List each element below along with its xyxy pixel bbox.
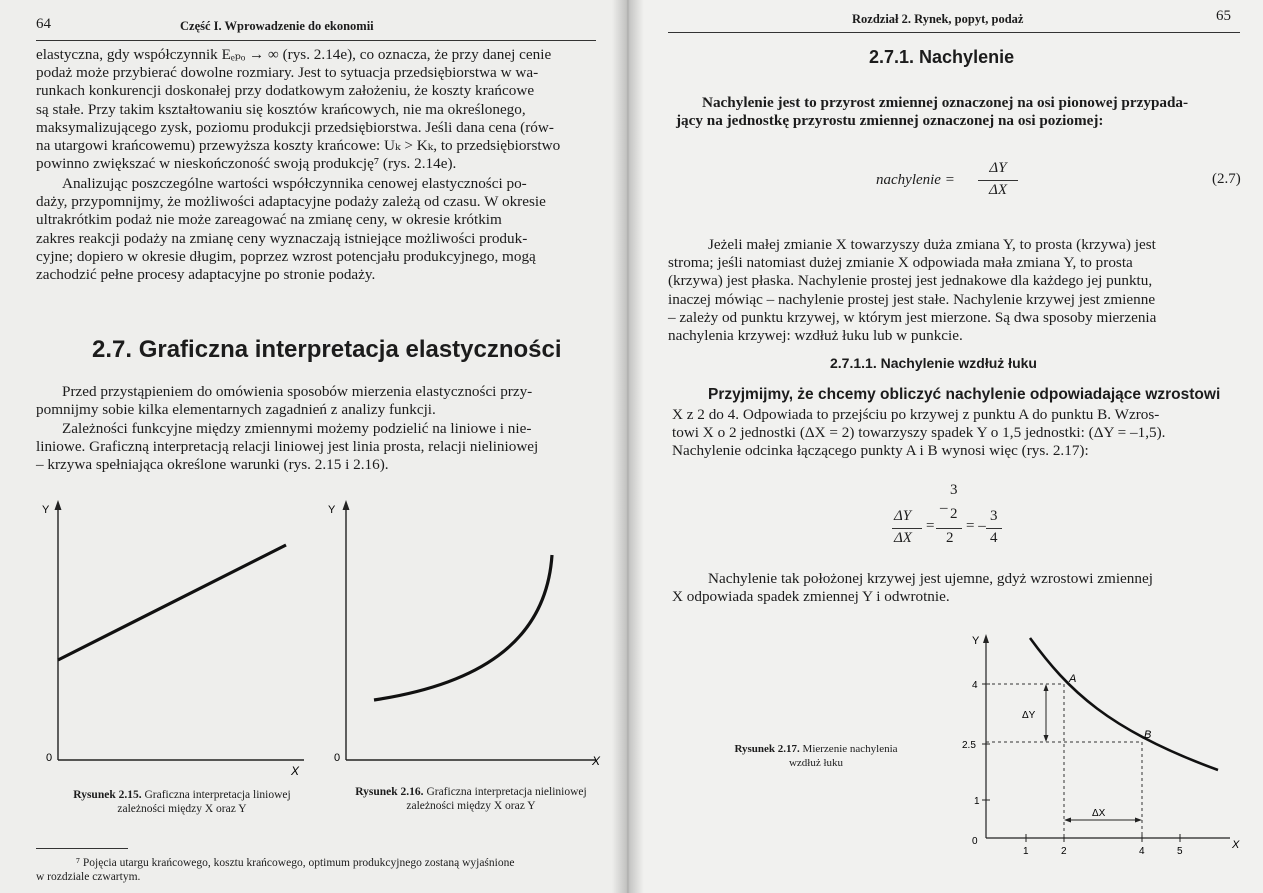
example-paragraph: [672, 406, 1240, 461]
rhs-denominator: 4: [990, 530, 998, 546]
text-line: ultrakrótkim podaż nie może zareagować na zmianę ceny, w okresie krótkim: [36, 211, 502, 229]
minus-sign: –: [940, 500, 948, 516]
text-line: zachodzić pełne procesy adaptacyjne po stronie podaży.: [36, 266, 376, 284]
text-line: elastyczna, gdy współczynnik Eₑₚₒ → ∞ (rys. 2.14e), co oznacza, że przy danej cenie: [36, 46, 552, 63]
right-page: Rozdział 2. Rynek, popyt, podaż 65 2.7.1. Nachylenie Nachylenie jest to przyrost zmiennej oznaczonej na osi pionowej przypada- jący na jednostkę przyrostu zmiennej oznaczonej na osi poziomej: nachylenie = ΔY ΔX (2.7) Jeżeli małej zmianie X towarzyszy duża zmiana Y, to prosta (krzywa) jest stroma; jeśli natomiast dużej zmianie X odpowiada mała zmiana Y, to prosta (krzywa) jest płaska. Nachylenie prostej jest jednakowe dla każdego jej punktu, inaczej mówiąc – nachylenie prostej jest stałe. Nachylenie krzywej jest zmienne – zależy od punktu krzywej, w którym jest mierzone. Są dwa sposoby mierzenia nachylenia krzywej: wzdłuż łuku lub w punkcie. 2.7.1.1. Nachylenie wzdłuż łuku Przyjmijmy, że chcemy obliczyć nachylenie odpowiadające wzrostowi X z 2 do 4. Odpowiada to przejściu po krzywej z punktu A do punktu B. Wzros- towi X o 2 jednostki (ΔX = 2) towarzyszy spadek Y o 1,5 jednostki: (ΔY = –1,5). Nachylenie odcinka łączącego punkty A i B wynosi więc (rys. 2.17): 3 ΔY ΔX = – 2 2 = – 3 4 Nachylenie tak położonej krzywej jest ujemne, gdyż wzrostowi zmiennej X odpowiada spadek zmiennej Y i odwrotnie. Rysunek 2.17. Mierzenie nachylenia wzdłuż łuku Y X 4 2.5 1 0 1 2 4 5 A B ΔY ΔX: [628, 0, 1263, 893]
text-line: nachylenia krzywej: wzdłuż łuku lub w punkcie.: [668, 327, 963, 345]
text-line: – zależy od punktu krzywej, w którym jest mierzone. Są dwa sposoby mierzenia: [668, 308, 1157, 326]
section-heading: 2.7. Graficzna interpretacja elastyczności: [92, 336, 562, 363]
conclusion-paragraph: [672, 570, 1240, 606]
paragraph-4: [36, 420, 596, 475]
footnote: [36, 856, 611, 884]
mid-numerator: 2: [950, 506, 958, 522]
subsection-heading: 2.7.1. Nachylenie: [869, 47, 1015, 67]
text-line: Nachylenie odcinka łączącego punkty A i B wynosi więc (rys. 2.17):: [672, 442, 1089, 460]
text-line: Przed przystąpieniem do omówienia sposobów mierzenia elastyczności przy-: [62, 383, 533, 400]
definition: [676, 94, 1238, 130]
book-gutter: [612, 0, 644, 893]
text-line: stroma; jeśli natomiast dużej zmianie X odpowiada mała zmiana Y, to prosta: [668, 254, 1133, 272]
axis-y-label: Y: [972, 635, 980, 647]
figure-2-17-caption: [700, 742, 932, 770]
lhs-denominator: ΔX: [894, 530, 912, 546]
x-tick-2: 2: [1061, 846, 1067, 857]
y-axis-arrow-icon: [55, 500, 62, 510]
origin-label: 0: [46, 752, 53, 764]
footnote-line: ⁷ Pojęcia utargu krańcowego, kosztu krańcowego, optimum produkcyjnego zostaną wyjaśnione: [76, 857, 515, 869]
delta-y-label: ΔY: [1022, 710, 1036, 721]
axis-x-label: X: [592, 754, 601, 768]
text-line: zakres reakcji podaży na zmianę ceny wyznaczają istniejące możliwości produk-: [36, 229, 528, 247]
lhs-numerator: ΔY: [894, 508, 912, 524]
text-line: X odpowiada spadek zmiennej Y i odwrotnie.: [672, 588, 950, 606]
page-number: 65: [1216, 8, 1231, 24]
figure-2-15-caption: [44, 788, 320, 816]
figure-2-15-linear: [36, 495, 316, 785]
figure-2-16-nonlinear: [324, 495, 614, 785]
text-line: cyjne; dopiero w okresie długim, poprzez wzrost potencjału produkcyjnego, mogą: [36, 247, 536, 265]
delta-x-label: ΔX: [1092, 808, 1106, 819]
text-line: – krzywa spełniająca określone warunki (rys. 2.15 i 2.16).: [36, 456, 389, 474]
text-line: podaż może przybierać dowolne rozmiary. Jest to sytuacja przedsiębiorstwa w wa-: [36, 64, 539, 82]
text-line: Nachylenie tak położonej krzywej jest ujemne, gdyż wzrostowi zmiennej: [708, 570, 1153, 587]
caption-text: Mierzenie nachylenia: [802, 743, 898, 755]
caption-text: Graficzna interpretacja nieliniowej: [426, 786, 587, 798]
running-header: Część I. Wprowadzenie do ekonomii: [180, 19, 374, 33]
figure-2-16-caption: [326, 785, 616, 813]
fraction-bar: [936, 528, 962, 529]
formula-numerator: ΔY: [989, 160, 1007, 176]
text-line: powinno zwiększać w nieskończoność swoją produkcję⁷ (rys. 2.14e).: [36, 155, 457, 173]
fraction-bar: [892, 528, 922, 529]
subsubsection-heading: 2.7.1.1. Nachylenie wzdłuż łuku: [830, 355, 1037, 371]
text-line: liniowe. Graficzną interpretacją relacji liniowej jest linia prosta, relacji nieliniowej: [36, 438, 539, 456]
mid-denominator: 2: [946, 530, 954, 546]
y-tick-2-5: 2.5: [962, 740, 976, 751]
footnote-line: w rozdziale czwartym.: [36, 871, 141, 883]
text-line: są stałe. Przy takim kształtowaniu się kosztów krańcowych, nie ma określonego,: [36, 100, 526, 118]
text-line: inaczej mówiąc – nachylenie prostej jest stałe. Nachylenie krzywej jest zmienne: [668, 290, 1156, 308]
text-line: na utargowi krańcowemu) przewyższa koszty krańcowe: Uₖ > Kₖ, to przedsiębiorstwo: [36, 137, 561, 155]
x-tick-4: 4: [1139, 846, 1145, 857]
caption-text: Graficzna interpretacja liniowej: [144, 789, 291, 801]
y-tick-4: 4: [972, 680, 978, 691]
text-line: Zależności funkcyjne między zmiennymi możemy podzielić na liniowe i nie-: [62, 420, 532, 437]
formula-denominator: ΔX: [989, 182, 1007, 198]
footnote-rule: [36, 848, 128, 849]
linear-relation-line: [58, 545, 286, 660]
caption-text: wzdłuż łuku: [788, 757, 844, 769]
caption-label: Rysunek 2.15.: [73, 789, 142, 801]
figure-2-17-arc-slope: [958, 630, 1248, 860]
text-line: X z 2 do 4. Odpowiada to przejściu po krzywej z punktu A do punktu B. Wzros-: [672, 406, 1160, 423]
y-tick-1: 1: [974, 796, 980, 807]
text-line: pomnijmy sobie kilka elementarnych zagadnień z analizy funkcji.: [36, 401, 436, 419]
point-b-label: B: [1144, 729, 1152, 741]
text-line: maksymalizującego zysk, poziomu produkcji przedsiębiorstwa. Jeśli dana cena (rów-: [36, 118, 554, 136]
axis-x-label: X: [1232, 839, 1240, 851]
y-axis-arrow-icon: [983, 634, 989, 643]
text-line: Analizując poszczególne wartości współczynnika cenowej elastyczności po-: [62, 175, 527, 192]
x-tick-1: 1: [1023, 846, 1029, 857]
left-page: [0, 0, 628, 893]
axis-x-label: X: [291, 764, 300, 778]
demand-curve: [1030, 638, 1218, 770]
running-header: Rozdział 2. Rynek, popyt, podaż: [852, 12, 1024, 26]
text-line: (krzywa) jest płaska. Nachylenie prostej jest jednakowe dla każdego jej punktu,: [668, 272, 1153, 290]
slope-paragraph: [668, 236, 1240, 345]
rhs-sign: = –: [966, 518, 986, 534]
caption-text: zależności między X oraz Y: [117, 803, 247, 815]
formula-number: (2.7): [1212, 171, 1241, 187]
rhs-numerator: 3: [990, 508, 998, 524]
text-line: daży, przypomnijmy, że możliwości adaptacyjne podaży zależą od czasu. W okresie: [36, 193, 546, 211]
y-axis-arrow-icon: [343, 500, 350, 510]
caption-label: Rysunek 2.16.: [355, 786, 424, 798]
nonlinear-relation-curve: [374, 555, 552, 700]
page-number: 64: [36, 16, 51, 32]
text-line: towi X o 2 jednostki (ΔX = 2) towarzyszy spadek Y o 1,5 jednostki: (ΔY = –1,5).: [672, 424, 1166, 442]
nested-fraction-top: 3: [950, 482, 958, 498]
paragraph-3: [36, 383, 596, 419]
fraction-bar: [978, 180, 1018, 181]
example-lead: Przyjmijmy, że chcemy obliczyć nachylenie odpowiadające wzrostowi: [708, 386, 1221, 403]
caption-label: Rysunek 2.17.: [734, 743, 800, 755]
paragraph-1: [36, 46, 596, 173]
axis-y-label: Y: [42, 504, 50, 516]
header-rule: [668, 32, 1240, 33]
y-tick-0: 0: [972, 836, 978, 847]
caption-text: zależności między X oraz Y: [406, 800, 536, 812]
point-a-label: A: [1069, 673, 1077, 685]
text-line: Nachylenie jest to przyrost zmiennej oznaczonej na osi pionowej przypada-: [702, 94, 1189, 111]
formula-lhs: nachylenie =: [876, 172, 955, 188]
axis-y-label: Y: [328, 504, 336, 516]
text-line: Jeżeli małej zmianie X towarzyszy duża zmiana Y, to prosta (krzywa) jest: [708, 236, 1156, 253]
text-line: jący na jednostkę przyrostu zmiennej oznaczonej na osi poziomej:: [676, 112, 1104, 130]
text-line: runkach konkurencji doskonałej przy dodatkowym założeniu, że koszty krańcowe: [36, 82, 535, 100]
x-tick-5: 5: [1177, 846, 1183, 857]
origin-label: 0: [334, 752, 341, 764]
paragraph-2: [36, 175, 596, 284]
header-rule: [36, 40, 596, 41]
fraction-bar: [986, 528, 1002, 529]
